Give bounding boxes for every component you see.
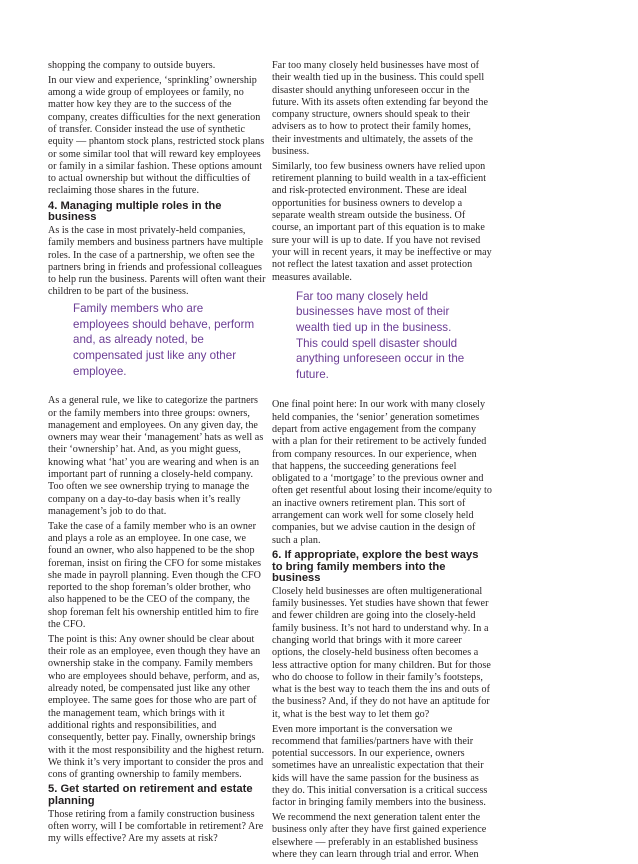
section-4-heading: 4. Managing multiple roles in the business [48,199,222,224]
paragraph: The point is this: Any owner should be clear about their role as an employee, even though they have an ownership stake in the company. Family members who are employees should behave, perform, and as, already noted, be compensated just like any other employee. The same goes for those who are part of the management team, which brings with it additional rights and responsibilities, and consequently, better pay. Finally, ownership brings with it the most responsibility and the highest return. We think it’s very important to consider the pros and cons of granting ownership to family members. [48,633,265,781]
paragraph: As a general rule, we like to categorize the partners or the family members into three groups: owners, management and employees. On any given day, the owners may wear their ‘management’ hats as well as their ‘ownership’ hat. And, as you might guess, knowing what ‘hat’ you are wearing and when is an important part of running a closely-held company. Too often we see ownership trying to manage the company on a day-to-day basis when it’s really management’s job to do that. [48,395,264,517]
paragraph: Those retiring from a family construction business often worry, will I be comfortable in retirement? Are my wills effective? Are my assets at risk? [48,808,264,845]
section-5-heading: 5. Get started on retirement and estate planning [48,783,253,807]
paragraph: One final point here: In our work with many closely held companies, the ‘senior’ generation sometimes depart from active engagement from the company with a plan for their retirement to be actively funded from company resources. In our experience, when that happens, the succeeding generations feel obligated to a ‘mortgage’ to the previous owner and often get resentful about losing their income/equity to an inactive owners retirement plan. This sort of arrangement can work well for some closely held companies, but we advise caution in the design of such a plan. [272,399,492,546]
pull-quote: Far too many closely held businesses have most of their wealth tied up in the business. This could spell disaster should anything unforeseen occur in the future. [296,289,465,381]
paragraph: In our view and experience, ‘sprinkling’ ownership among a wide group of employees or family, no matter how key they are to the success of the company, creates difficulties for the next generation of transfer. Consider instead the use of synthetic equity — phantom stock plans, restricted stock plans or some similar tool that will reward key employees or family in a similar fashion. These options amount to actual ownership but without the difficulties of reclaiming those shares in the future. [48,74,265,197]
paragraph: Closely held businesses are often multigenerational family businesses. Yet studies have shown that fewer and fewer children are going into the closely-held family business. It’s not hard to understand why. In a changing world that brings with it more career options, the closely-held business often becomes a less attractive option for many children. But for those who do choose to follow in their family’s footsteps, what is the best way to teach them the ins and outs of the business? And, if they do not have an aptitude for it, what is the best way to let them go? [272,585,491,720]
paragraph: shopping the company to outside buyers. [48,60,216,71]
section-6-heading: 6. If appropriate, explore the best ways to bring family members into the business [272,548,479,585]
left-column [48,60,266,848]
paragraph: Take the case of a family member who is an owner and plays a role as an employee. In one case, we found an owner, who also happened to be the shop foreman, insist on firing the CFO for some mistakes she made in payroll planning. Even though the CFO reported to the shop foreman’s older brother, who also happened to be the CEO of the company, the shop foreman felt his ownership entitled him to fire the CFO. [48,520,262,631]
pull-quote: Family members who are employees should behave, perform and, as already noted, be compensated just like any other employee. [73,302,255,378]
paragraph: Far too many closely held businesses have most of their wealth tied up in the business. This could spell disaster should anything unforeseen occur in the future. With its assets often extending far beyond the company structure, owners should speak to their advisers as to how to protect their family homes, their investments and ultimately, the assets of the business. [272,60,488,158]
right-column [272,60,492,864]
paragraph: As is the case in most privately-held companies, family members and business partners have multiple roles. In the case of a partnership, we often see the partners bring in friends and professional colleagues to help run the business. Parents will often want their children to be part of the business. [48,224,266,298]
paragraph: Even more important is the conversation we recommend that families/partners have with their potential successors. In our experience, owners sometimes have an unrealistic expectation that their kids will have the same passion for the business as they do. This initial conversation is a critical success factor in bringing family members into the business. [272,723,488,809]
paragraph: Similarly, too few business owners have relied upon retirement planning to build wealth in a tax-efficient and risk-protected environment. These are ideal opportunities for business owners to develop a separate wealth stream outside the business. Of course, an important part of this equation is to make sure your will is up to date. If you have not revised your will in recent years, it may be ineffective or may not reflect the latest taxation and asset protection measures available. [272,160,492,283]
paragraph: We recommend the next generation talent enter the business only after they have first gained experience elsewhere — preferably in an established business where they can learn through trial and error. When [272,812,487,860]
